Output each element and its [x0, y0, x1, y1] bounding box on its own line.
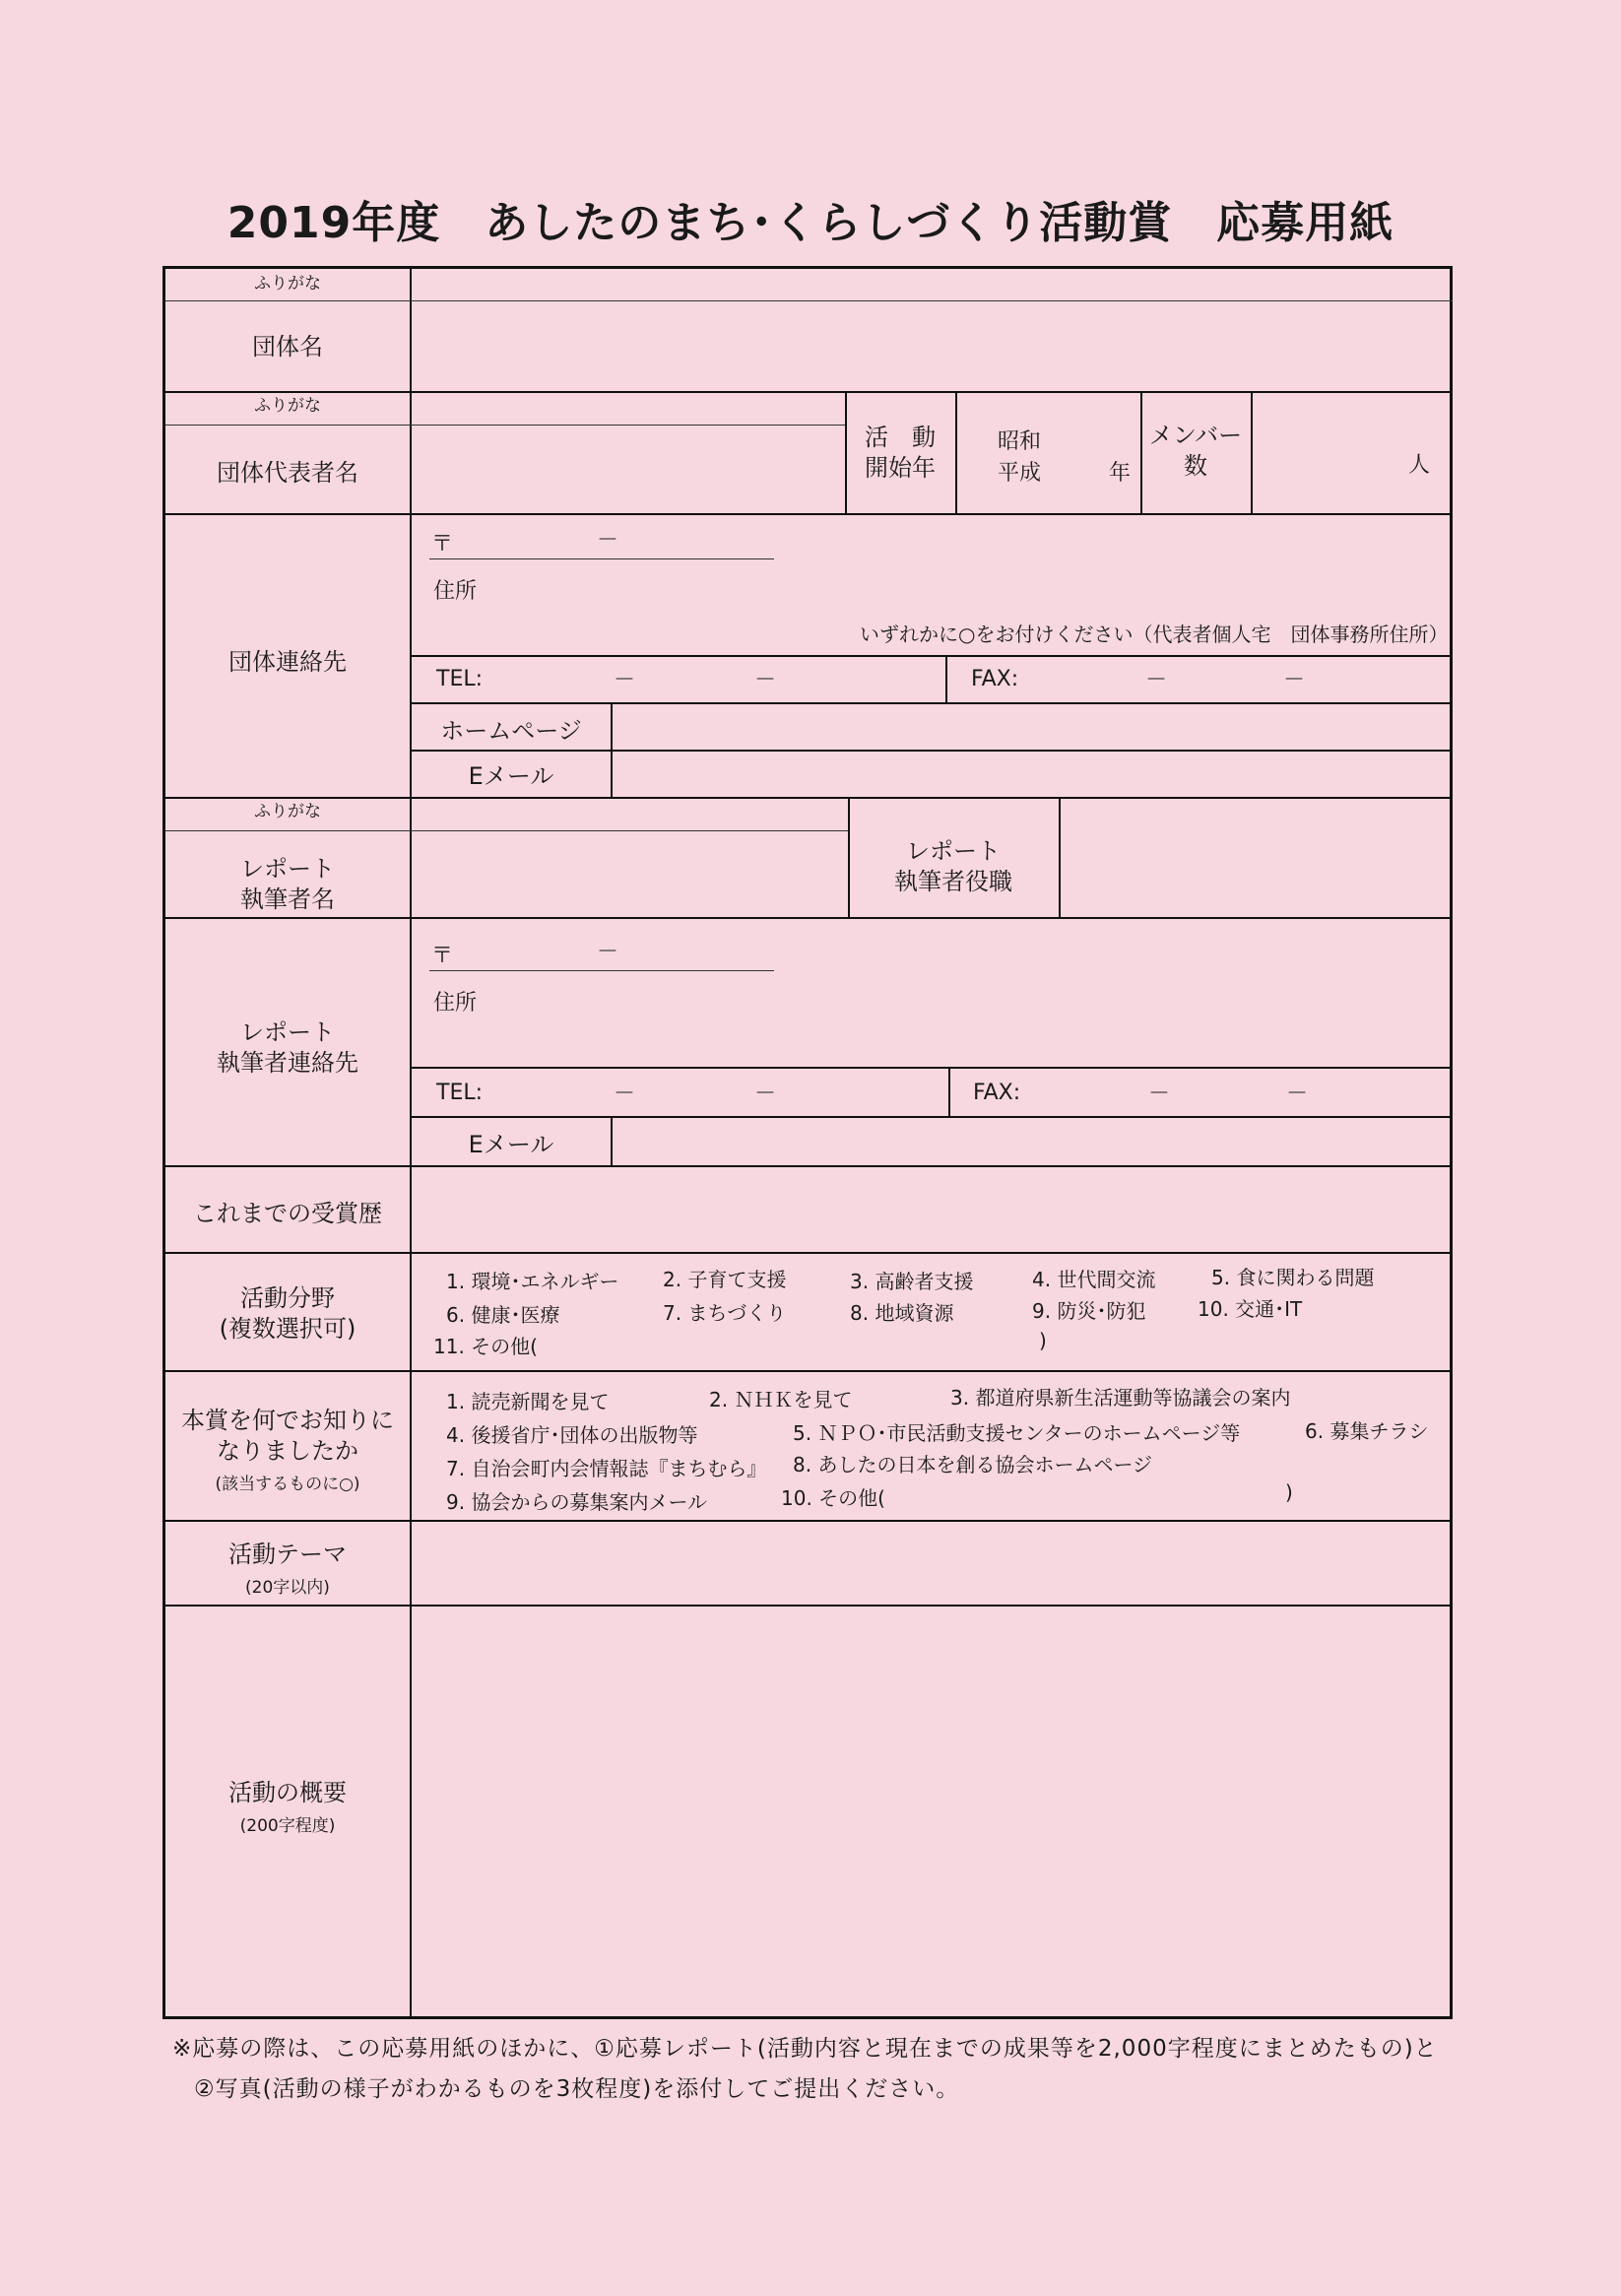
- field-option-9[interactable]: 9. 防災･防犯: [1032, 1299, 1146, 1323]
- furigana-label: ふりがな: [254, 274, 321, 294]
- footnote-line-1: ※応募の際は、この応募用紙のほかに、①応募レポート(活動内容と現在までの成果等を2,000字程度にまとめたもの)と: [172, 2036, 1438, 2062]
- fax-dash-2: －: [1286, 1082, 1309, 1106]
- tel-dash-1: －: [614, 1082, 636, 1106]
- row-divider: [410, 655, 1453, 657]
- field-option-10[interactable]: 10. 交通･IT: [1198, 1297, 1303, 1321]
- how-option-5[interactable]: 5. ＮＰＯ･市民活動支援センターのホームページ等: [793, 1421, 1241, 1445]
- furigana-label: ふりがな: [254, 802, 321, 821]
- furigana-divider: [165, 425, 845, 426]
- awards-field[interactable]: [414, 1169, 1448, 1248]
- start-year-label-line1: 活 動: [865, 424, 936, 451]
- field-option-7[interactable]: 7. まちづくり: [663, 1301, 787, 1325]
- footnote: [172, 2029, 1482, 2111]
- group-contact-label: 団体連絡先: [228, 648, 347, 676]
- author-tel-field[interactable]: [500, 1071, 875, 1112]
- start-year-field[interactable]: [959, 395, 1136, 509]
- row-divider: [165, 1520, 1453, 1522]
- fax-dash-1: －: [1148, 1082, 1171, 1106]
- theme-note: (20字以内): [245, 1578, 330, 1599]
- fax-label: FAX:: [973, 1081, 1021, 1105]
- postal-mark: 〒: [431, 944, 454, 968]
- col-divider: [955, 391, 957, 513]
- tel-label: TEL:: [436, 1081, 484, 1105]
- how-option-7[interactable]: 7. 自治会町内会情報誌『まちむら』: [446, 1457, 767, 1480]
- field-other-input[interactable]: [559, 1329, 1190, 1356]
- email-label: Eメール: [468, 1131, 554, 1158]
- col-divider: [1059, 797, 1061, 917]
- era-showa: 昭和: [998, 429, 1042, 454]
- author-address-field[interactable]: [500, 980, 1446, 1059]
- field-option-8[interactable]: 8. 地域資源: [850, 1301, 954, 1325]
- members-label: [1140, 421, 1251, 482]
- report-author-label-line2: 執筆者名: [240, 886, 335, 914]
- fax-dash-2: －: [1283, 668, 1306, 692]
- activity-field-label-line2: (複数選択可): [219, 1315, 357, 1344]
- col-divider: [948, 1067, 950, 1116]
- report-contact-label: [165, 1017, 410, 1079]
- theme-label-line1: 活動テーマ: [228, 1541, 347, 1568]
- group-address-field[interactable]: [500, 568, 1446, 614]
- theme-field[interactable]: [414, 1524, 1448, 1603]
- summary-label-line1: 活動の概要: [228, 1779, 347, 1806]
- report-author-label: [165, 854, 410, 915]
- report-author-label-line1: レポート: [240, 855, 335, 883]
- row-divider: [165, 917, 1453, 919]
- furigana-label: ふりがな: [254, 396, 321, 416]
- postal-underline: [429, 558, 774, 559]
- group-tel-field[interactable]: [500, 659, 875, 698]
- how-option-9[interactable]: 9. 協会からの募集案内メール: [446, 1490, 708, 1514]
- report-role-label: [848, 836, 1059, 897]
- how-option-10[interactable]: 10. その他(: [781, 1486, 885, 1510]
- group-fax-field[interactable]: [1032, 659, 1446, 698]
- members-field[interactable]: [1255, 395, 1402, 509]
- author-role-field[interactable]: [1064, 801, 1448, 913]
- furigana-divider: [165, 830, 848, 831]
- footnote-line-2: ②写真(活動の様子がわかるものを3枚程度)を添付してご提出ください。: [194, 2076, 960, 2103]
- email-label: Eメール: [468, 762, 554, 790]
- col-divider: [611, 1116, 613, 1165]
- how-label-line3: (該当するものに○): [215, 1475, 360, 1495]
- summary-note: (200字程度): [239, 1816, 336, 1837]
- field-option-5[interactable]: 5. 食に関わる問題: [1211, 1266, 1375, 1289]
- rep-name-furigana-field[interactable]: [414, 395, 839, 423]
- summary-label: [165, 1778, 410, 1839]
- how-label: [165, 1406, 410, 1498]
- how-option-10-close: ): [1285, 1480, 1293, 1504]
- activity-field-label-line1: 活動分野: [240, 1284, 335, 1312]
- author-fax-field[interactable]: [1032, 1071, 1446, 1112]
- members-label-line1: メンバー: [1148, 422, 1243, 449]
- group-name-label: 団体名: [252, 333, 323, 361]
- rep-name-label: 団体代表者名: [217, 459, 358, 487]
- field-option-11[interactable]: 11. その他(: [433, 1335, 538, 1358]
- application-form: [162, 266, 1453, 2019]
- postal-dash: －: [597, 940, 619, 964]
- row-divider: [410, 1067, 1453, 1069]
- how-option-1[interactable]: 1. 読売新聞を見て: [446, 1390, 610, 1413]
- furigana-divider: [165, 300, 1453, 301]
- fax-dash-1: －: [1145, 668, 1168, 692]
- postal-mark: 〒: [431, 532, 454, 557]
- group-postal-field[interactable]: [451, 521, 766, 555]
- how-label-line1: 本賞を何でお知りに: [181, 1407, 394, 1434]
- address-label: 住所: [433, 579, 478, 604]
- members-unit: 人: [1408, 453, 1431, 478]
- tel-dash-2: －: [754, 1082, 777, 1106]
- row-divider: [165, 1605, 1453, 1607]
- col-divider: [945, 655, 947, 702]
- theme-label: [165, 1540, 410, 1601]
- row-divider: [410, 750, 1453, 752]
- tel-dash-2: －: [754, 668, 777, 692]
- col-divider: [1251, 391, 1253, 513]
- row-divider: [165, 797, 1453, 799]
- field-option-6[interactable]: 6. 健康･医療: [446, 1303, 560, 1327]
- rep-name-field[interactable]: [414, 428, 839, 511]
- how-label-line2: なりましたか: [217, 1437, 358, 1466]
- members-label-line2: 数: [1184, 452, 1207, 481]
- row-divider: [410, 702, 1453, 704]
- how-option-6[interactable]: 6. 募集チラシ: [1305, 1419, 1429, 1443]
- postal-underline: [429, 970, 774, 971]
- author-email-field[interactable]: [616, 1120, 1449, 1161]
- field-option-3[interactable]: 3. 高齢者支援: [850, 1270, 974, 1293]
- postal-dash: －: [597, 528, 619, 553]
- summary-field[interactable]: [414, 1608, 1448, 2012]
- start-year-label: [845, 423, 955, 484]
- row-divider: [165, 513, 1453, 515]
- field-option-11-close: ): [1039, 1329, 1047, 1352]
- group-name-field[interactable]: [414, 302, 1448, 389]
- author-name-field[interactable]: [414, 834, 842, 913]
- activity-field-label: [165, 1283, 410, 1345]
- row-divider: [165, 1252, 1453, 1254]
- address-label: 住所: [433, 991, 478, 1016]
- how-other-input[interactable]: [899, 1480, 1431, 1508]
- report-role-label-line2: 執筆者役職: [894, 868, 1012, 896]
- fax-label: FAX:: [971, 667, 1019, 691]
- era-heisei: 平成: [998, 461, 1042, 486]
- row-divider: [165, 391, 1453, 393]
- field-option-1[interactable]: 1. 環境･エネルギー: [446, 1270, 619, 1293]
- tel-dash-1: －: [614, 668, 636, 692]
- field-option-2[interactable]: 2. 子育て支援: [663, 1268, 787, 1291]
- group-email-field[interactable]: [616, 754, 1449, 793]
- how-option-4[interactable]: 4. 後援省庁･団体の出版物等: [446, 1423, 698, 1447]
- awards-label: これまでの受賞歴: [193, 1200, 382, 1227]
- author-postal-field[interactable]: [451, 933, 766, 966]
- report-contact-label-line2: 執筆者連絡先: [217, 1049, 358, 1078]
- how-option-2[interactable]: 2. ＮＨＫを見て: [709, 1388, 853, 1411]
- address-note: いずれかに○をお付けください（代表者個人宅 団体事務所住所）: [860, 623, 1449, 646]
- row-divider: [165, 1370, 1453, 1372]
- tel-label: TEL:: [436, 667, 484, 691]
- group-name-furigana-field[interactable]: [414, 269, 1448, 298]
- field-option-4[interactable]: 4. 世代間交流: [1032, 1268, 1156, 1291]
- row-divider: [410, 1116, 1453, 1118]
- author-furigana-field[interactable]: [414, 801, 842, 828]
- homepage-field[interactable]: [616, 706, 1449, 746]
- report-contact-label-line1: レポート: [240, 1018, 335, 1046]
- homepage-label: ホームページ: [440, 717, 582, 745]
- year-unit: 年: [1109, 461, 1132, 486]
- start-year-label-line2: 開始年: [865, 454, 936, 483]
- how-option-8[interactable]: 8. あしたの日本を創る協会ホームページ: [793, 1453, 1153, 1476]
- report-role-label-line1: レポート: [906, 837, 1001, 865]
- row-divider: [165, 1165, 1453, 1167]
- page-title: 2019年度 あしたのまち･くらしづくり活動賞 応募用紙: [227, 198, 1394, 248]
- how-option-3[interactable]: 3. 都道府県新生活運動等協議会の案内: [950, 1386, 1291, 1410]
